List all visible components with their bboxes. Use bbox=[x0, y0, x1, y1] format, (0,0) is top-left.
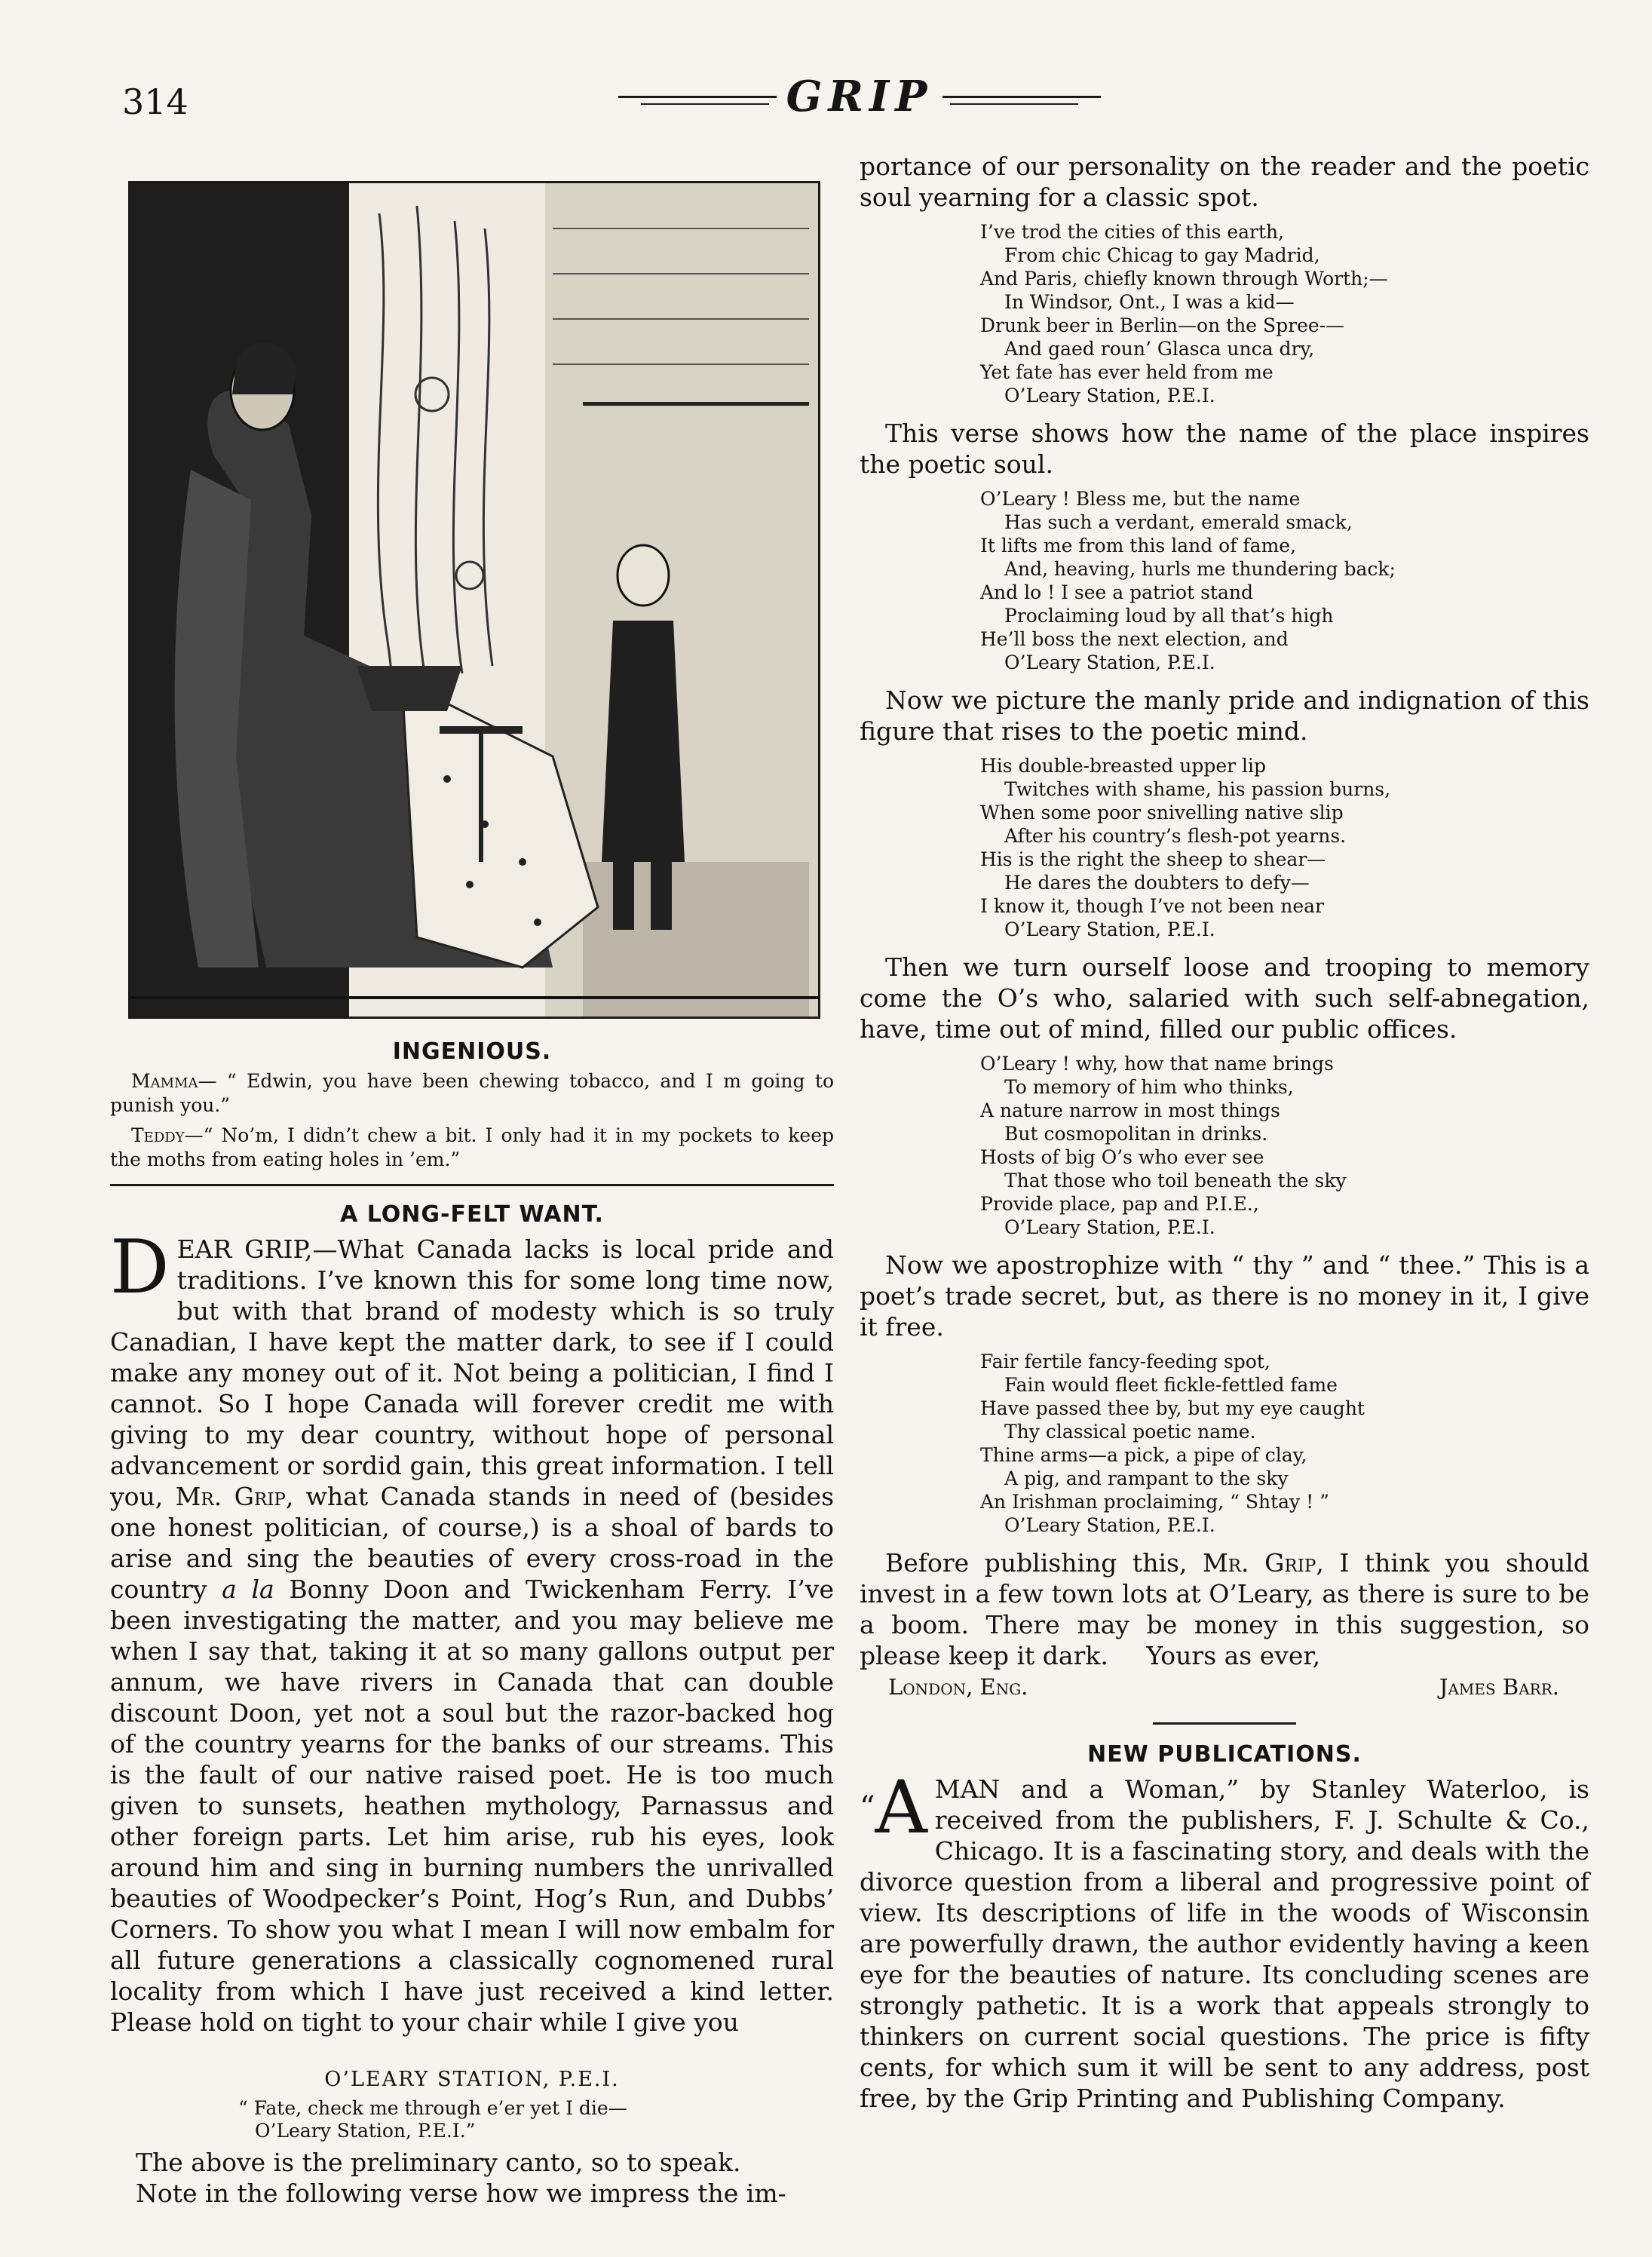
verse-line: That those who toil beneath the sky bbox=[1004, 1170, 1347, 1191]
dialog-text-mamma: — “ Edwin, you have been chewing tobacco, and I m going to punish you.” bbox=[110, 1070, 834, 1116]
before-part-b: , I think you should invest in a few town lots at O’Leary, as there is sure to be a boom. There may be money in this suggestion, so please keep it dark. bbox=[860, 1548, 1589, 1670]
signoff bbox=[860, 1673, 1589, 1701]
cartoon-engraving bbox=[130, 183, 818, 1017]
verse-line: And, heaving, hurls me thundering back; bbox=[1004, 558, 1396, 580]
verse-5 bbox=[980, 1350, 1589, 1537]
dialog-line-mamma bbox=[110, 1069, 834, 1118]
article-p1-part-a: EAR GRIP,—What Canada lacks is local pride and traditions. I’ve known this for some long time now, but with that brand of modesty which is so truly Canadian, I have kept the matter dark, to see if I could make any money out of it. Not being a politician, I find I cannot. So I hope Canada will forever credit me with giving to my dear country, without hope of personal advancement or sordid gain, this great information. I tell you, bbox=[110, 1234, 834, 1511]
verse-line: But cosmopolitan in drinks. bbox=[1004, 1123, 1268, 1145]
section-divider bbox=[110, 1184, 834, 1186]
verse-line: O’Leary ! Bless me, but the name bbox=[980, 488, 1301, 510]
verse-line: Thy classical poetic name. bbox=[1004, 1421, 1256, 1443]
verse-line: Proclaiming loud by all that’s high bbox=[1004, 605, 1334, 627]
masthead-rule-right-inner bbox=[950, 103, 1078, 105]
verse-line: And Paris, chiefly known through Worth;— bbox=[980, 268, 1388, 290]
ingenious-heading: INGENIOUS. bbox=[392, 1038, 552, 1065]
article-heading: A LONG-FELT WANT. bbox=[340, 1201, 604, 1228]
verse-line: I know it, though I’ve not been near bbox=[980, 895, 1324, 917]
verse-line: Thine arms—a pick, a pipe of clay, bbox=[980, 1444, 1307, 1466]
verse-line: From chic Chicag to gay Madrid, bbox=[1004, 244, 1320, 266]
new-publications-paragraph bbox=[860, 1765, 1589, 2114]
masthead-rule-right bbox=[942, 96, 1101, 98]
speaker-mamma: Mamma bbox=[131, 1070, 198, 1092]
verse-line: An Irishman proclaiming, “ Shtay ! ” bbox=[980, 1491, 1329, 1513]
verse-line: And gaed roun’ Glasca unca dry, bbox=[1004, 338, 1315, 360]
right-paragraph-apostrophize: Now we apostrophize with “ thy ” and “ thee.” This is a poet’s trade secret, but, as there is no money in it, I give it free. bbox=[860, 1250, 1589, 1342]
yours-as-ever: Yours as ever, bbox=[1146, 1641, 1321, 1670]
verse-line: Twitches with shame, his passion burns, bbox=[1004, 778, 1391, 800]
right-paragraph-continued: portance of our personality on the reader and the poetic soul yearning for a classic spot. bbox=[860, 152, 1589, 212]
verse-line: Fain would fleet fickle-fettled fame bbox=[1004, 1374, 1338, 1396]
verse-line: O’Leary Station, P.E.I. bbox=[1004, 1216, 1215, 1238]
verse-line: Fair fertile fancy-feeding spot, bbox=[980, 1351, 1270, 1372]
before-mrgrip: Mr. Grip bbox=[1202, 1548, 1316, 1578]
article-p1-part-c: Bonny Doon and Twickenham Ferry. I’ve been investigating the matter, and you may believe me when I say that, taking it at so many gallons output per annum, we have rivers in Canada that can double discount Doon, yet not a soul but the razor-backed hog of the country yearns for the banks of our streams. This is the fault of our native raised poet. He is too much given to sunsets, heathen mythology, Parnassus and other foreign parts. Let him arise, rub his eyes, look around him and sing in burning numbers the unrivalled beauties of Woodpecker’s Point, Hog’s Run, and Dubbs’ Corners. To show you what I mean I will now embalm for all future generations a classically cognomened rural locality from which I have just received a kind letter. Please hold on tight to your chair while I give you bbox=[110, 1575, 834, 2037]
left-column bbox=[110, 175, 834, 2209]
dropcap-d: D bbox=[110, 1225, 170, 1311]
verse-line: O’Leary Station, P.E.I. bbox=[1004, 652, 1215, 673]
article-p1-ala: a la bbox=[222, 1575, 274, 1604]
verse-1 bbox=[980, 220, 1589, 407]
masthead-title: GRIP bbox=[786, 72, 933, 121]
verse-line: It lifts me from this land of fame, bbox=[980, 535, 1297, 557]
verse-line: When some poor snivelling native slip bbox=[980, 802, 1344, 823]
verse-line: I’ve trod the cities of this earth, bbox=[980, 221, 1285, 243]
dialog-text-teddy: —“ No’m, I didn’t chew a bit. I only had it in my pockets to keep the moths from eating holes in ’em.” bbox=[110, 1124, 834, 1170]
verse-line: In Windsor, Ont., I was a kid— bbox=[1004, 291, 1295, 313]
article-paragraph-3: Note in the following verse how we impress the im- bbox=[136, 2179, 786, 2208]
verse-line: He dares the doubters to defy— bbox=[1004, 872, 1310, 894]
epigraph-line: O’Leary Station, P.E.I.” bbox=[255, 2120, 476, 2142]
verse-line: A nature narrow in most things bbox=[980, 1099, 1280, 1121]
cartoon-illustration bbox=[128, 181, 820, 1019]
signoff-place: London, Eng. bbox=[888, 1674, 1028, 1700]
right-paragraph-before bbox=[860, 1547, 1589, 1671]
verse-line: Provide place, pap and P.I.E., bbox=[980, 1193, 1259, 1215]
verse-line: He’ll boss the next election, and bbox=[980, 628, 1289, 650]
verse-line: O’Leary ! why, how that name brings bbox=[980, 1053, 1334, 1075]
epigraph bbox=[238, 2097, 834, 2142]
epigraph-line: “ Fate, check me through e’er yet I die— bbox=[238, 2097, 627, 2119]
verse-4 bbox=[980, 1052, 1589, 1239]
verse-line: Has such a verdant, emerald smack, bbox=[1004, 511, 1353, 533]
verse-3 bbox=[980, 754, 1589, 941]
signoff-name: James Barr. bbox=[1439, 1674, 1559, 1700]
new-publications-text: MAN and a Woman,” by Stanley Waterloo, is received from the publishers, F. J. Schulte & Co., Chicago. It is a fascinating story, and deals with the divorce question from a liberal and progressive point of view. Its descriptions of life in the woods of Wisconsin are powerfully drawn, the author evidently having a keen eye for the beauties of nature. Its concluding scenes are strongly pathetic. It is a work that appeals strongly to thinkers on current social questions. The price is fifty cents, for which sum it will be sent to any address, post free, by the Grip Printing and Publishing Company. bbox=[860, 1774, 1589, 2113]
speaker-teddy: Teddy bbox=[131, 1124, 185, 1146]
article-p1-part-b: , what Canada stands in need of (besides one honest politician, of course,) is a shoal of bards to arise and sing the beauties of every cross-road in the country bbox=[110, 1482, 835, 1604]
verse-line: After his country’s flesh-pot yearns. bbox=[1004, 825, 1347, 847]
open-quote: “ bbox=[860, 1790, 875, 1825]
verse-line: His double-breasted upper lip bbox=[980, 755, 1267, 777]
verse-line: Have passed thee by, but my eye caught bbox=[980, 1397, 1365, 1419]
dialog-line-teddy bbox=[110, 1124, 834, 1172]
article-paragraph-1 bbox=[110, 1225, 835, 2038]
short-divider bbox=[1153, 1722, 1296, 1725]
verse-line: And lo ! I see a patriot stand bbox=[980, 581, 1253, 603]
verse-line: A pig, and rampant to the sky bbox=[1004, 1467, 1289, 1489]
verse-line: Yet fate has ever held from me bbox=[980, 361, 1273, 383]
verse-2 bbox=[980, 487, 1589, 674]
verse-line: Drunk beer in Berlin—on the Spree-— bbox=[980, 314, 1345, 336]
verse-line: O’Leary Station, P.E.I. bbox=[1004, 918, 1215, 940]
new-publications-heading: NEW PUBLICATIONS. bbox=[1087, 1741, 1362, 1768]
article-paragraph-2: The above is the preliminary canto, so to speak. bbox=[136, 2148, 741, 2177]
right-paragraph-turn: Then we turn ourself loose and trooping to memory come the O’s who, salaried with such self-abnegation, have, time out of mind, filled our public offices. bbox=[860, 952, 1589, 1044]
verse-line: His is the right the sheep to shear— bbox=[980, 848, 1326, 870]
right-paragraph-picture: Now we picture the manly pride and indignation of this figure that rises to the poetic mind. bbox=[860, 685, 1589, 746]
right-paragraph-shows: This verse shows how the name of the place inspires the poetic soul. bbox=[860, 419, 1589, 479]
verse-line: Hosts of big O’s who ever see bbox=[980, 1146, 1264, 1168]
verse-line: O’Leary Station, P.E.I. bbox=[1004, 385, 1215, 406]
right-column bbox=[860, 151, 1589, 2114]
dropcap-a bbox=[860, 1765, 927, 1850]
station-heading: O’LEARY STATION, P.E.I. bbox=[324, 2068, 620, 2091]
page-number: 314 bbox=[122, 81, 188, 122]
verse-line: O’Leary Station, P.E.I. bbox=[1004, 1514, 1215, 1536]
article-p1-mrgrip: Mr. Grip bbox=[175, 1482, 286, 1511]
before-part-a: Before publishing this, bbox=[885, 1548, 1203, 1578]
dropcap-a-letter: A bbox=[875, 1765, 927, 1850]
verse-line: To memory of him who thinks, bbox=[1004, 1076, 1294, 1098]
masthead bbox=[588, 72, 1131, 124]
